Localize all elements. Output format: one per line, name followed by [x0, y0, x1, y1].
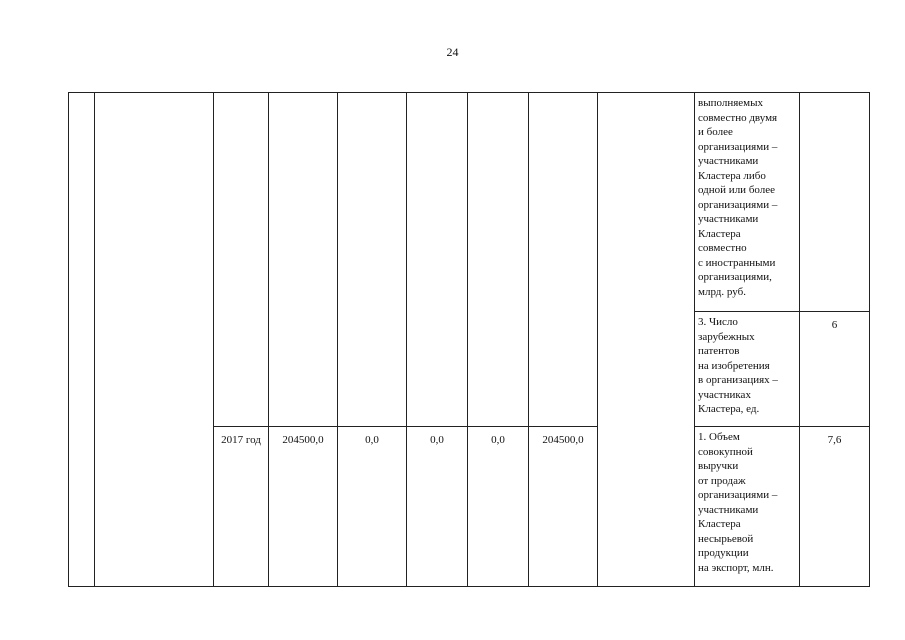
indicator-text: выполняемых совместно двумя и более организациями – участниками Кластера либо одной или более организациями – участниками Кластера совместно с иностранными организациями, млрд. руб. [698, 97, 778, 298]
extrabudgetary-cell [529, 93, 598, 427]
federal-budget-cell: 0,0 [338, 427, 407, 587]
page-number: 24 [446, 45, 459, 59]
year-cell: 2017 год [214, 427, 269, 587]
total-cell: 204500,0 [269, 427, 338, 587]
executor-cell [598, 93, 695, 587]
total-cell [269, 93, 338, 427]
year-cell [214, 93, 269, 427]
indicator-text: 1. Объем совокупной выручки от продаж организациями – участниками Кластера несырьевой продукции на экспорт, млн. [698, 431, 778, 574]
federal-budget-cell [338, 93, 407, 427]
table-row [69, 93, 870, 312]
indicator-value-cell: 7,6 [800, 427, 870, 587]
indicator-text: 3. Число зарубежных патентов на изобретения в организациях – участниках Кластера, ед. [698, 316, 778, 415]
indicator-value-cell [800, 93, 870, 312]
program-table [68, 92, 870, 587]
number-cell [69, 93, 95, 587]
extrabudgetary-cell: 204500,0 [529, 427, 598, 587]
indicator-cell [695, 93, 800, 312]
activity-cell [95, 93, 214, 587]
local-budget-cell [468, 93, 529, 427]
regional-budget-cell: 0,0 [407, 427, 468, 587]
local-budget-cell: 0,0 [468, 427, 529, 587]
indicator-value-cell: 6 [800, 312, 870, 427]
indicator-cell [695, 427, 800, 587]
indicator-cell [695, 312, 800, 427]
regional-budget-cell [407, 93, 468, 427]
